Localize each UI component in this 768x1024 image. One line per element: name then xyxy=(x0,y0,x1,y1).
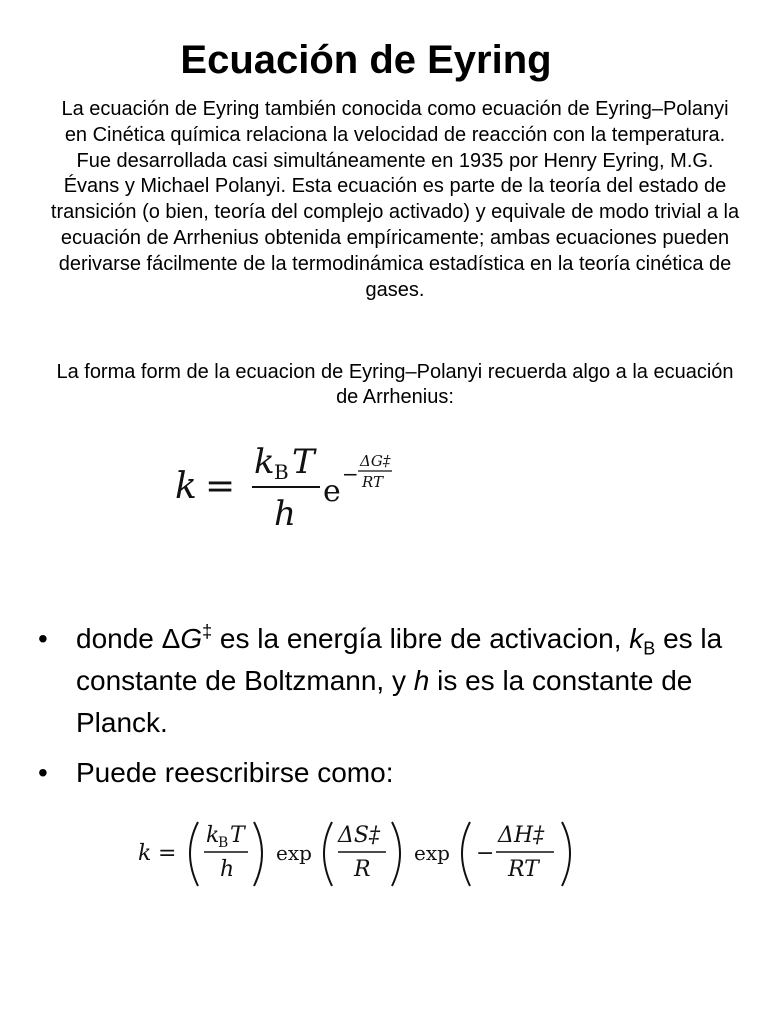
eyring-equation xyxy=(170,435,430,535)
svg-text:RT: RT xyxy=(508,857,539,882)
eq1-den: h xyxy=(274,494,296,534)
eq1-equals: = xyxy=(205,466,236,507)
eq1-exp-num: ΔG‡ xyxy=(360,452,391,470)
svg-text:−: − xyxy=(476,841,495,866)
bullet-item-rewrite: • Puede reescribirse como: xyxy=(38,752,738,794)
form-paragraph: La forma form de la ecuacion de Eyring–Polanyi recuerda algo a la ecuación de Arrhenius: xyxy=(56,361,734,408)
intro-paragraph: La ecuación de Eyring también conocida como ecuación de Eyring–Polanyi en Cinética química relaciona la velocidad de reacción con la temperatura. Fue desarrollada casi simultáneamente en 1935 por Henry Eyring, M.G. Évans y Michael Polanyi. Esta ecuación es parte de la teoría del estado de transición (o bien, teoría del complejo activado) y equivale de modo trivial a la ecuación de Arrhenius obtenida empíricamente; ambas ecuaciones pueden derivarse fácilmente de la termodinámica estadística en la teoría cinética de gases. xyxy=(50,98,740,301)
bullet-marker: • xyxy=(38,623,48,654)
svg-text:ΔS‡: ΔS‡ xyxy=(338,823,380,848)
eq1-lhs: k xyxy=(175,466,197,507)
svg-text:R: R xyxy=(354,857,371,882)
eq1-exp-sign: − xyxy=(342,462,359,486)
bullet-item-definitions: • donde ΔG‡ es la energía libre de activacion, $k_B$ es la constante de Boltzmann, y h is es la constante de Planck. xyxy=(38,618,738,744)
eq1-num-b: B xyxy=(274,460,289,484)
eq1-base: e xyxy=(323,474,341,509)
eq1-num-t: T xyxy=(292,442,315,482)
svg-text:k: k xyxy=(138,841,152,866)
page-title: Ecuación de Eyring xyxy=(180,38,552,82)
eq1-num-k: k xyxy=(254,442,275,482)
eyring-expanded-equation xyxy=(136,814,596,894)
bullet-list xyxy=(38,618,738,802)
svg-text:=: = xyxy=(158,841,177,866)
svg-text:exp: exp xyxy=(414,841,450,865)
svg-text:ΔH‡: ΔH‡ xyxy=(498,823,545,848)
bullet-marker: • xyxy=(38,757,48,788)
svg-text:T: T xyxy=(230,823,245,848)
eq1-exp-den: RT xyxy=(362,473,384,491)
svg-text:B: B xyxy=(218,835,229,851)
svg-text:k: k xyxy=(206,823,220,848)
svg-text:exp: exp xyxy=(276,841,312,865)
svg-text:h: h xyxy=(220,857,235,882)
